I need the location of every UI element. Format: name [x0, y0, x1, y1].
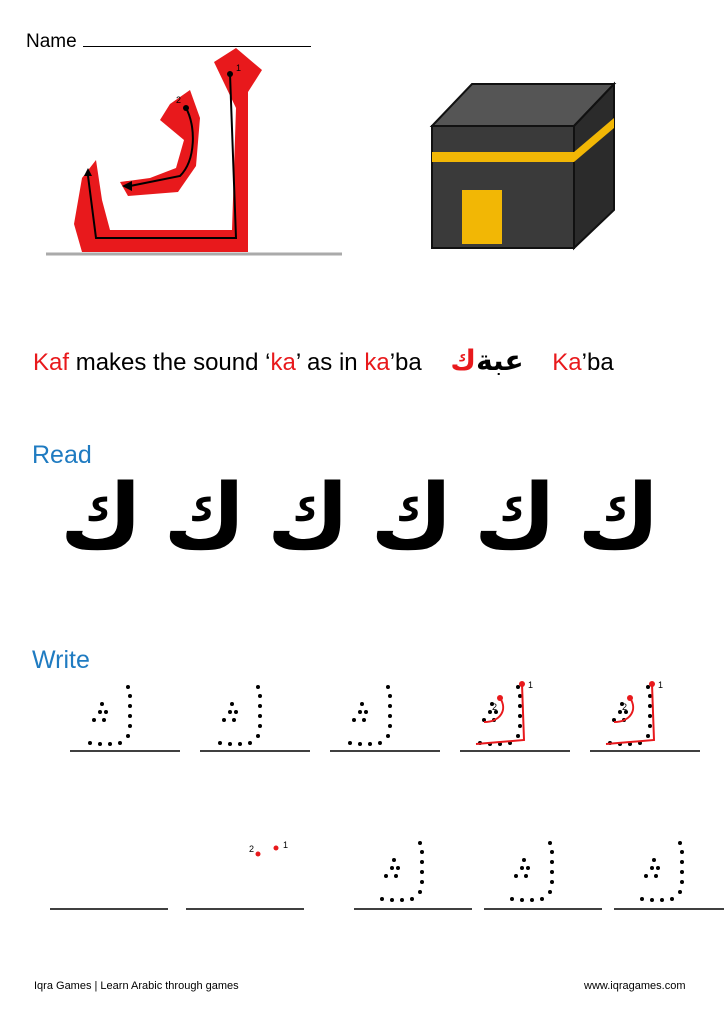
trace-dot — [256, 685, 260, 689]
trace-dot — [388, 694, 392, 698]
trace-dot — [650, 898, 654, 902]
trace-dot — [654, 874, 658, 878]
trace-dot — [678, 841, 682, 845]
trace-dot — [660, 898, 664, 902]
trace-dot — [680, 880, 684, 884]
trace-dot — [384, 874, 388, 878]
trace-dot — [222, 718, 226, 722]
trace-dot — [128, 714, 132, 718]
trace-dot — [550, 870, 554, 874]
trace-dot — [516, 685, 520, 689]
trace-dot — [364, 710, 368, 714]
trace-dot — [524, 874, 528, 878]
trace-dot — [646, 685, 650, 689]
kaba-arabic-rest: عبة — [476, 344, 524, 377]
trace-dot — [378, 741, 382, 745]
trace-dot — [514, 874, 518, 878]
trace-dot — [644, 874, 648, 878]
trace-dot — [104, 710, 108, 714]
footer-left: Iqra Games | Learn Arabic through games — [34, 980, 239, 992]
trace-dot — [648, 714, 652, 718]
trace-dot — [358, 710, 362, 714]
stroke-start-2 — [256, 852, 261, 857]
trace-dot — [550, 860, 554, 864]
read-letter: ك — [370, 465, 453, 570]
trace-dot — [230, 702, 234, 706]
trace-dot — [530, 898, 534, 902]
kaba-english-suffix: ’ba — [581, 349, 614, 376]
trace-dot — [348, 741, 352, 745]
stroke-number-2: 2 — [492, 702, 498, 712]
trace-dot — [540, 897, 544, 901]
trace-dot — [258, 704, 262, 708]
trace-dot — [516, 734, 520, 738]
trace-dot — [678, 890, 682, 894]
trace-dot — [238, 742, 242, 746]
trace-dot — [386, 685, 390, 689]
name-label: Name — [26, 31, 77, 52]
ka-sound: ka — [270, 349, 296, 376]
trace-dot — [362, 718, 366, 722]
trace-dot — [98, 710, 102, 714]
read-letter: ك — [60, 465, 143, 570]
trace-dot — [88, 741, 92, 745]
kaba-suffix: ’ba — [389, 349, 422, 376]
trace-dot — [128, 704, 132, 708]
trace-dot — [388, 724, 392, 728]
trace-dot — [352, 718, 356, 722]
trace-dot — [388, 714, 392, 718]
read-letter: ك — [267, 465, 350, 570]
trace-dot — [228, 710, 232, 714]
trace-dot — [126, 685, 130, 689]
trace-dot — [656, 866, 660, 870]
trace-dot — [650, 866, 654, 870]
trace-dot — [108, 742, 112, 746]
trace-dot — [522, 858, 526, 862]
trace-dot — [126, 734, 130, 738]
trace-dot — [218, 741, 222, 745]
trace-dot — [92, 718, 96, 722]
trace-dot — [526, 866, 530, 870]
trace-dot — [420, 850, 424, 854]
trace-dot — [518, 724, 522, 728]
trace-dot — [518, 714, 522, 718]
trace-dot — [360, 702, 364, 706]
trace-dot — [380, 897, 384, 901]
footer-right[interactable]: www.iqragames.com — [584, 980, 686, 992]
trace-dot — [368, 742, 372, 746]
trace-dot — [548, 841, 552, 845]
stroke-number-1: 1 — [283, 840, 289, 850]
trace-dot — [670, 897, 674, 901]
trace-dot — [680, 850, 684, 854]
trace-dot — [388, 704, 392, 708]
trace-dot — [420, 860, 424, 864]
stroke-number-2: 2 — [249, 844, 255, 854]
kaba-prefix: ka — [364, 349, 390, 376]
trace-dot — [520, 866, 524, 870]
trace-dot — [518, 704, 522, 708]
trace-dot — [258, 724, 262, 728]
trace-dot — [400, 898, 404, 902]
stroke-number-1: 1 — [528, 680, 534, 690]
stroke-start-1 — [519, 681, 525, 687]
kaba-english-prefix: Ka — [552, 349, 582, 376]
trace-dot — [420, 880, 424, 884]
kaba-arabic — [450, 344, 523, 377]
read-letter: ك — [474, 465, 557, 570]
read-letter: ك — [163, 465, 246, 570]
trace-dot — [390, 866, 394, 870]
trace-dot — [232, 718, 236, 722]
trace-dot — [128, 724, 132, 728]
trace-dot — [358, 742, 362, 746]
trace-dot — [640, 897, 644, 901]
stroke-number-1: 1 — [236, 63, 242, 73]
trace-dot — [648, 704, 652, 708]
sound-sentence — [33, 344, 614, 377]
trace-dot — [520, 898, 524, 902]
trace-dot — [510, 897, 514, 901]
stroke-start-1 — [274, 846, 279, 851]
trace-dot — [548, 890, 552, 894]
trace-dot — [386, 734, 390, 738]
trace-dot — [390, 898, 394, 902]
kaf-word: Kaf — [33, 349, 70, 376]
write-practice-area[interactable] — [0, 670, 724, 930]
kaaba-icon — [0, 0, 724, 280]
trace-dot — [418, 841, 422, 845]
trace-dot — [394, 874, 398, 878]
trace-dot — [550, 850, 554, 854]
trace-dot — [100, 702, 104, 706]
trace-dot — [118, 741, 122, 745]
sound-text-2: ’ as in — [295, 349, 365, 376]
kaba-arabic-kaf: ك — [450, 344, 477, 377]
sound-text-1: makes the sound ‘ — [69, 349, 271, 376]
stroke-number-2: 2 — [622, 702, 628, 712]
trace-dot — [550, 880, 554, 884]
trace-dot — [128, 694, 132, 698]
read-letters-row — [60, 465, 660, 570]
trace-dot — [258, 714, 262, 718]
trace-dot — [228, 742, 232, 746]
trace-dot — [256, 734, 260, 738]
trace-dot — [648, 724, 652, 728]
trace-dot — [258, 694, 262, 698]
stroke-number-2: 2 — [176, 95, 182, 105]
trace-dot — [680, 870, 684, 874]
write-heading: Write — [32, 646, 90, 674]
stroke-start-1 — [649, 681, 655, 687]
trace-dot — [234, 710, 238, 714]
stroke-number-1: 1 — [658, 680, 664, 690]
stroke-start-2 — [497, 695, 503, 701]
trace-dot — [418, 890, 422, 894]
read-letter: ك — [577, 465, 660, 570]
trace-dot — [410, 897, 414, 901]
stroke-start-2 — [627, 695, 633, 701]
trace-dot — [396, 866, 400, 870]
trace-dot — [652, 858, 656, 862]
read-heading: Read — [32, 441, 92, 469]
trace-dot — [646, 734, 650, 738]
trace-dot — [248, 741, 252, 745]
trace-dot — [680, 860, 684, 864]
trace-dot — [420, 870, 424, 874]
trace-dot — [392, 858, 396, 862]
trace-dot — [98, 742, 102, 746]
trace-dot — [102, 718, 106, 722]
